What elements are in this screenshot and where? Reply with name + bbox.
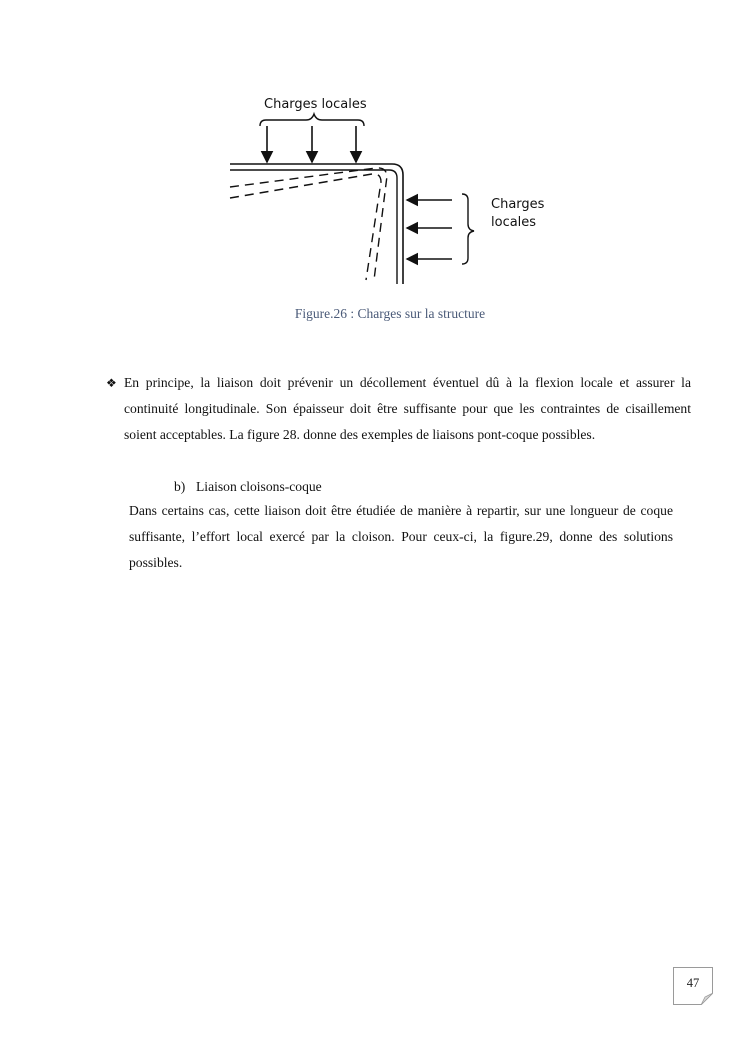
diamond-bullet-icon: ❖ <box>106 376 117 390</box>
page-curl-icon <box>701 993 713 1005</box>
figure-caption: Figure.26 : Charges sur la structure <box>294 306 486 321</box>
page-number: 47 <box>686 976 700 990</box>
side-load-label-2: locales <box>491 215 537 230</box>
subsection-heading <box>174 474 322 500</box>
structure-figure <box>226 90 556 290</box>
subsection-number: b) <box>174 479 186 494</box>
top-brace <box>260 114 364 126</box>
deformed-dashed-2 <box>230 174 381 280</box>
subsection-title: Liaison cloisons-coque <box>196 479 322 494</box>
structure-outer <box>230 164 403 284</box>
top-load-label: Charges locales <box>264 97 367 112</box>
side-brace <box>462 194 474 264</box>
structure-inner <box>230 170 397 284</box>
bullet-paragraph <box>106 370 691 448</box>
bullet-text: En principe, la liaison doit prévenir un décollement éventuel dû à la flexion locale et assurer la continuité longitudinale. Son épaisseur doit être suffisante pour que les contraintes de cisaillement soient acceptables. La figure 28. donne des exemples de liaisons pont-coque possibles. <box>124 375 691 442</box>
body-paragraph: Dans certains cas, cette liaison doit être étudiée de manière à repartir, sur une longueur de coque suffisante, l’effort local exercé par la cloison. Pour ceux-ci, la figure.29, donne des solutions possibles. <box>129 503 673 570</box>
side-load-label-1: Charges <box>491 197 545 212</box>
charges-diagram <box>226 90 556 290</box>
page-number-box <box>673 967 713 1005</box>
